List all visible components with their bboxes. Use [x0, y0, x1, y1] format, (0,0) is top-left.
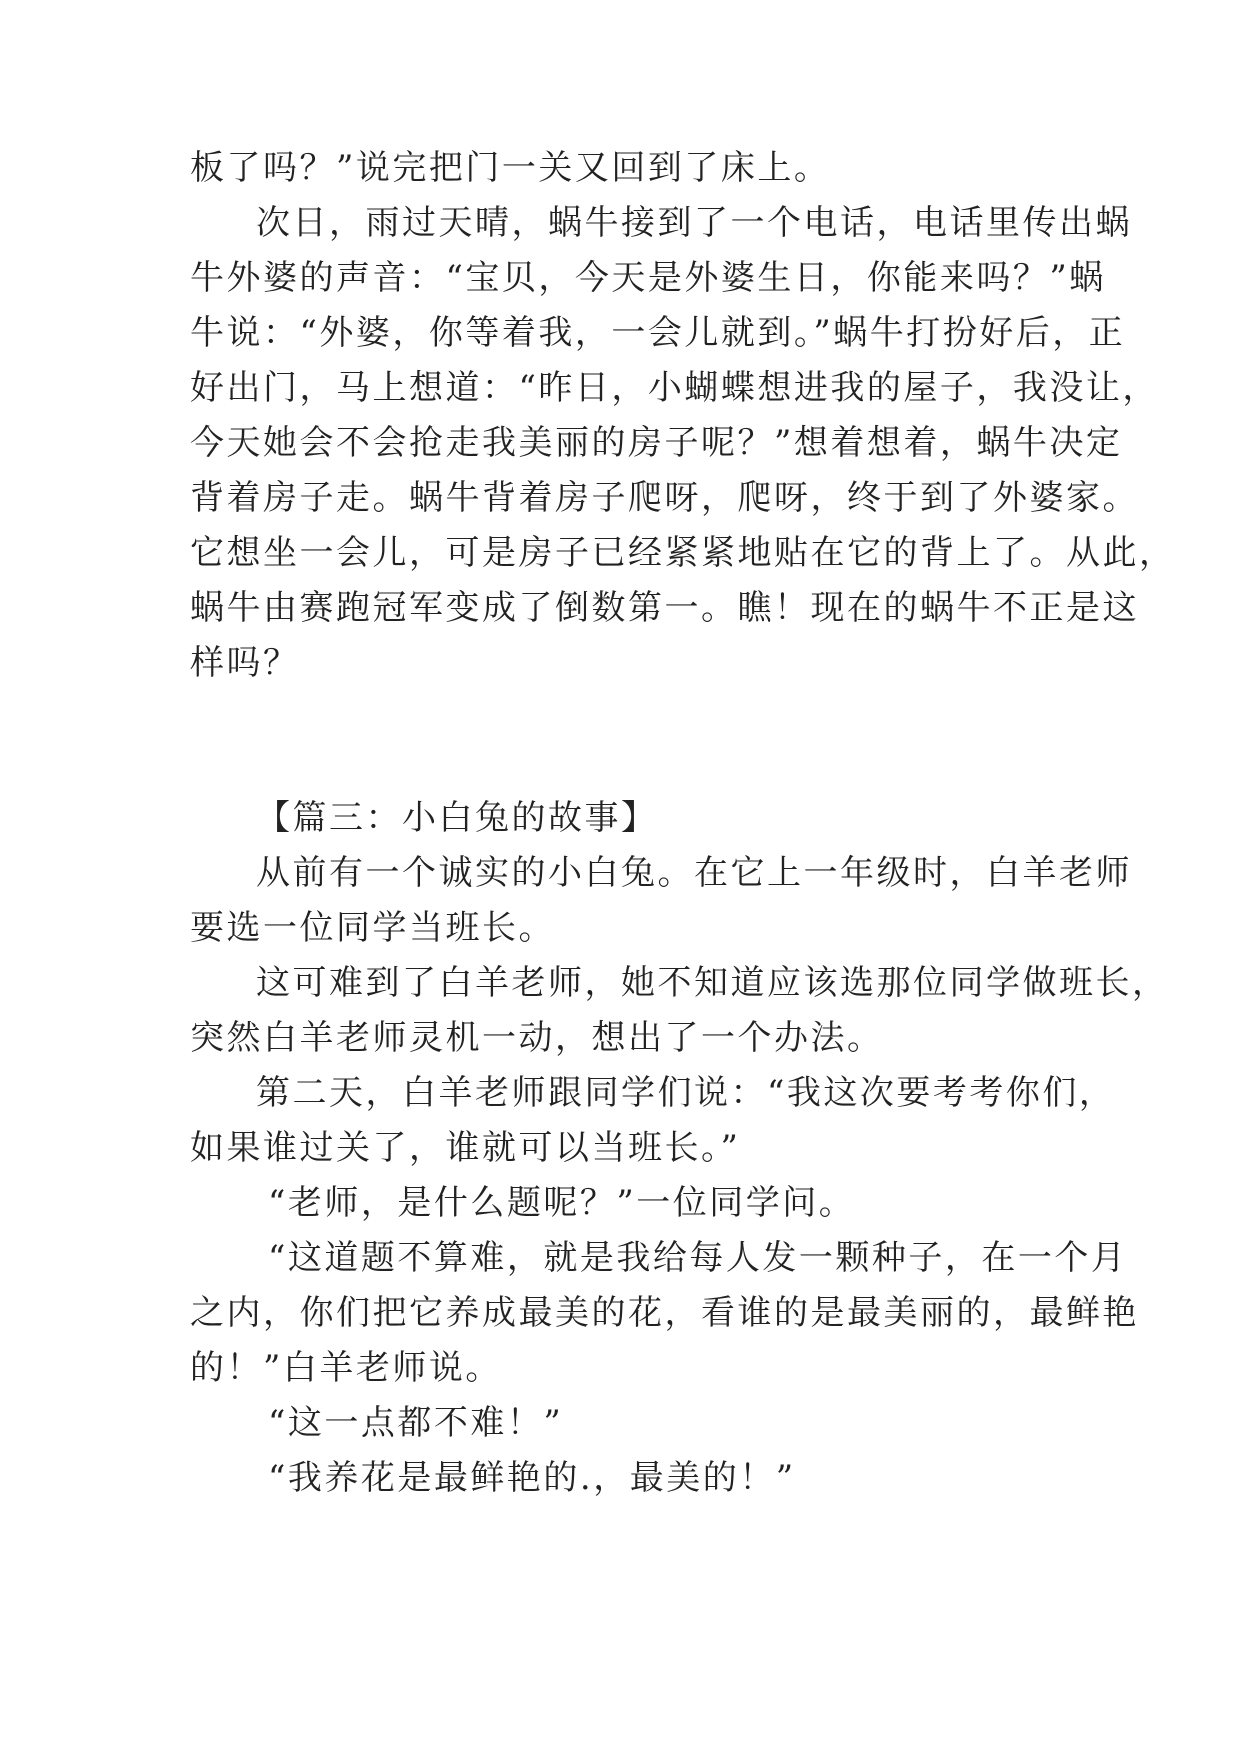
text-line: 从前有一个诚实的小白兔。在它上一年级时，白羊老师 — [256, 853, 1132, 893]
text-line: 要选一位同学当班长。 — [190, 908, 555, 948]
section-heading: 【篇三：小白兔的故事】 — [256, 798, 658, 838]
text-line: 次日，雨过天晴，蜗牛接到了一个电话，电话里传出蜗 — [256, 203, 1132, 243]
text-line: “老师，是什么题呢？”一位同学问。 — [268, 1183, 856, 1223]
text-line: 牛外婆的声音：“宝贝，今天是外婆生日，你能来吗？”蜗 — [190, 258, 1106, 298]
text-line: “这一点都不难！” — [268, 1403, 564, 1443]
text-line: 之内，你们把它养成最美的花，看谁的是最美丽的，最鲜艳 — [190, 1293, 1139, 1333]
text-line: 突然白羊老师灵机一动，想出了一个办法。 — [190, 1018, 884, 1058]
text-line: “这道题不算难，就是我给每人发一颗种子，在一个月 — [268, 1238, 1128, 1278]
text-line: 蜗牛由赛跑冠军变成了倒数第一。瞧！现在的蜗牛不正是这 — [190, 588, 1139, 628]
text-line: 板了吗？”说完把门一关又回到了床上。 — [190, 148, 831, 188]
text-line: 今天她会不会抢走我美丽的房子呢？”想着想着，蜗牛决定 — [190, 423, 1123, 463]
text-line: 背着房子走。蜗牛背着房子爬呀，爬呀，终于到了外婆家。 — [190, 478, 1139, 518]
text-line: 样吗？ — [190, 643, 300, 683]
text-line: 它想坐一会儿，可是房子已经紧紧地贴在它的背上了。从此， — [190, 533, 1176, 573]
text-line: 这可难到了白羊老师，她不知道应该选那位同学做班长， — [256, 963, 1169, 1003]
text-line: 的！”白羊老师说。 — [190, 1348, 502, 1388]
text-line: 牛说：“外婆，你等着我，一会儿就到。”蜗牛打扮好后，正 — [190, 313, 1126, 353]
text-line: 第二天，白羊老师跟同学们说：“我这次要考考你们， — [256, 1073, 1116, 1113]
text-line: 如果谁过关了，谁就可以当班长。” — [190, 1128, 741, 1168]
text-line: 好出门，马上想道：“昨日，小蝴蝶想进我的屋子，我没让， — [190, 368, 1159, 408]
text-line: “我养花是最鲜艳的.，最美的！” — [268, 1458, 796, 1498]
